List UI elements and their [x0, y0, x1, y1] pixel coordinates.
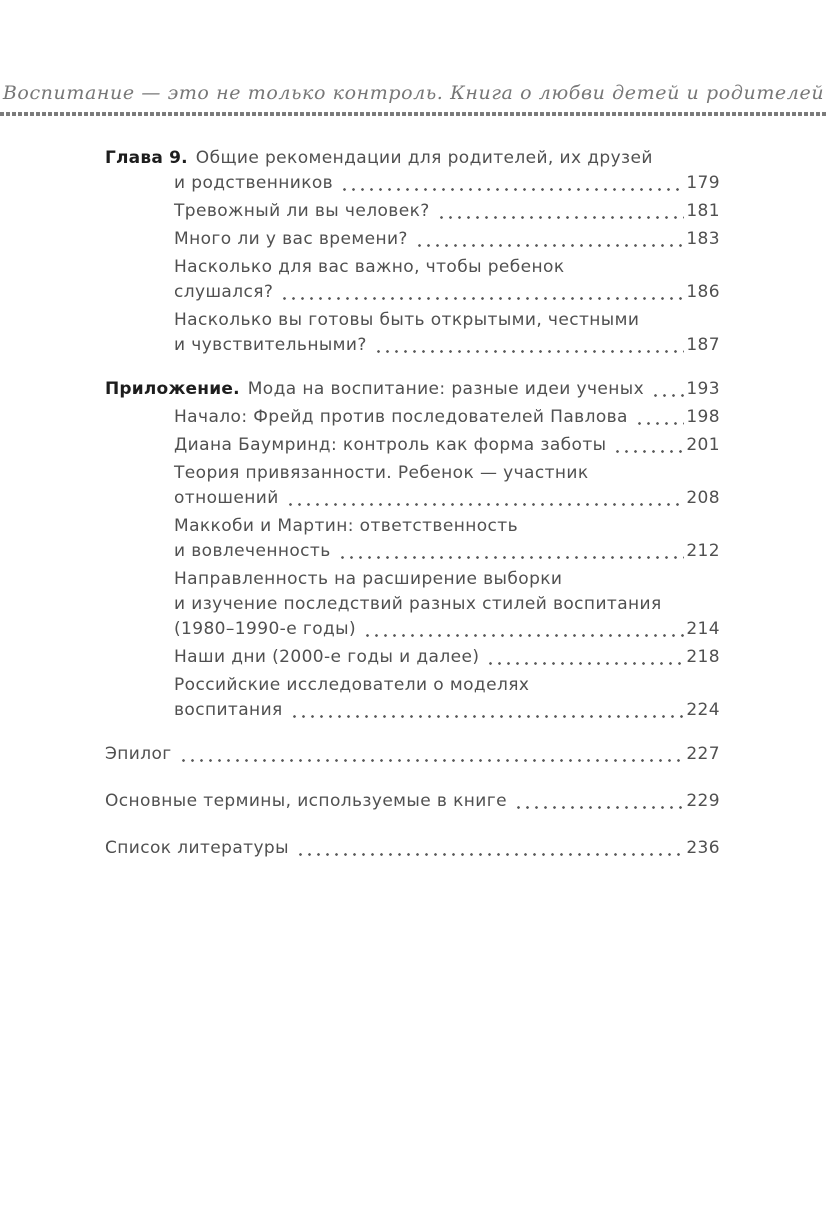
- toc-entry: [105, 227, 720, 252]
- toc-entry-title: Наши дни (2000-е годы и далее): [174, 647, 480, 667]
- toc-leader-dots: [280, 297, 684, 300]
- toc-entry-title: Тревожный ли вы человек?: [174, 201, 430, 221]
- toc-entry-title: Диана Баумринд: контроль как форма заботы: [174, 435, 607, 455]
- toc-entry-title: отношений: [174, 488, 279, 508]
- toc-entry-line: [105, 146, 720, 171]
- toc-entry-line: [174, 280, 720, 305]
- toc-entry-line: [105, 789, 720, 814]
- toc-page-number: 208: [686, 488, 720, 508]
- toc-leader-dots: [363, 634, 684, 637]
- toc-page-number: 227: [686, 744, 720, 764]
- toc-entry-title: Список литературы: [105, 838, 289, 858]
- toc-entry: [105, 789, 720, 814]
- toc-entry: [105, 673, 720, 723]
- toc-entry-line: Направленность на расширение выборки: [174, 569, 563, 589]
- toc-entry-line: [174, 486, 720, 511]
- toc-entry: [105, 199, 720, 224]
- toc-leader-dots: [651, 394, 684, 397]
- toc-page-number: 218: [686, 647, 720, 667]
- toc-entry-title: Начало: Фрейд против последователей Павлова: [174, 407, 628, 427]
- toc-entry-line: [174, 698, 720, 723]
- toc-entry: [105, 645, 720, 670]
- toc-entry: [105, 742, 720, 767]
- toc-entry-title: (1980–1990-е годы): [174, 619, 356, 639]
- running-header: Воспитание — это не только контроль. Книга о любви детей и родителей: [2, 82, 825, 104]
- toc-entry-title: Общие рекомендации для родителей, их друзей: [195, 148, 653, 168]
- toc-entry-line: Российские исследователи о моделях: [174, 675, 530, 695]
- toc-entry-title: Эпилог: [105, 744, 172, 764]
- toc-page-number: 214: [686, 619, 720, 639]
- toc-entry-title: и вовлеченность: [174, 541, 331, 561]
- toc-entry-line: [174, 333, 720, 358]
- toc-page-number: 201: [686, 435, 720, 455]
- toc-page-number: 186: [686, 282, 720, 302]
- toc-entry-title: воспитания: [174, 700, 283, 720]
- toc-entry: [105, 146, 720, 196]
- toc-chapter-label: Глава 9.: [105, 148, 188, 168]
- toc-entry-line: и изучение последствий разных стилей воспитания: [174, 594, 662, 614]
- table-of-contents: [105, 146, 720, 864]
- toc-entry-line: [105, 836, 720, 861]
- toc-entry: [105, 461, 720, 511]
- header-divider: [0, 112, 827, 116]
- toc-entry-line: [174, 199, 720, 224]
- toc-entry-title: Основные термины, используемые в книге: [105, 791, 507, 811]
- toc-section-label: Приложение.: [105, 379, 240, 399]
- toc-leader-dots: [437, 216, 685, 219]
- toc-entry-line: [174, 617, 720, 642]
- toc-entry-line: [174, 433, 720, 458]
- toc-entry-line: [174, 405, 720, 430]
- toc-entry-line: Маккоби и Мартин: ответственность: [174, 516, 518, 536]
- toc-entry-line: Насколько вы готовы быть открытыми, честными: [174, 310, 640, 330]
- toc-page-number: 187: [686, 335, 720, 355]
- toc-entry-line: Насколько для вас важно, чтобы ребенок: [174, 257, 565, 277]
- toc-entry: [105, 405, 720, 430]
- toc-entry: [105, 836, 720, 861]
- toc-page-number: 183: [686, 229, 720, 249]
- toc-leader-dots: [286, 503, 685, 506]
- toc-entry-title: Мода на воспитание: разные идеи ученых: [247, 379, 645, 399]
- toc-entry-line: [174, 171, 720, 196]
- toc-leader-dots: [338, 556, 685, 559]
- toc-leader-dots: [415, 244, 685, 247]
- toc-entry-line: [174, 227, 720, 252]
- toc-leader-dots: [486, 662, 684, 665]
- toc-leader-dots: [635, 422, 684, 425]
- toc-entry: [105, 567, 720, 642]
- toc-entry-title: слушался?: [174, 282, 274, 302]
- toc-entry: [105, 377, 720, 402]
- toc-page-number: 179: [686, 173, 720, 193]
- toc-page-number: 193: [686, 379, 720, 399]
- toc-entry-title: и родственников: [174, 173, 334, 193]
- toc-leader-dots: [613, 450, 684, 453]
- toc-entry-line: [105, 742, 720, 767]
- toc-leader-dots: [514, 806, 684, 809]
- toc-leader-dots: [290, 715, 685, 718]
- toc-entry-line: [174, 539, 720, 564]
- toc-page-number: 181: [686, 201, 720, 221]
- toc-entry: [105, 255, 720, 305]
- toc-page-number: 236: [686, 838, 720, 858]
- toc-page-number: 212: [686, 541, 720, 561]
- toc-entry-line: [105, 377, 720, 402]
- toc-page-number: 229: [686, 791, 720, 811]
- toc-entry-title: Много ли у вас времени?: [174, 229, 408, 249]
- toc-entry: [105, 433, 720, 458]
- toc-entry: [105, 308, 720, 358]
- toc-page-number: 224: [686, 700, 720, 720]
- toc-entry-line: Теория привязанности. Ребенок — участник: [174, 463, 589, 483]
- toc-leader-dots: [179, 759, 685, 762]
- toc-entry-line: [174, 645, 720, 670]
- toc-leader-dots: [340, 188, 684, 191]
- toc-entry: [105, 514, 720, 564]
- toc-page-number: 198: [686, 407, 720, 427]
- toc-entry-title: и чувствительными?: [174, 335, 367, 355]
- toc-leader-dots: [296, 853, 684, 856]
- toc-leader-dots: [374, 350, 685, 353]
